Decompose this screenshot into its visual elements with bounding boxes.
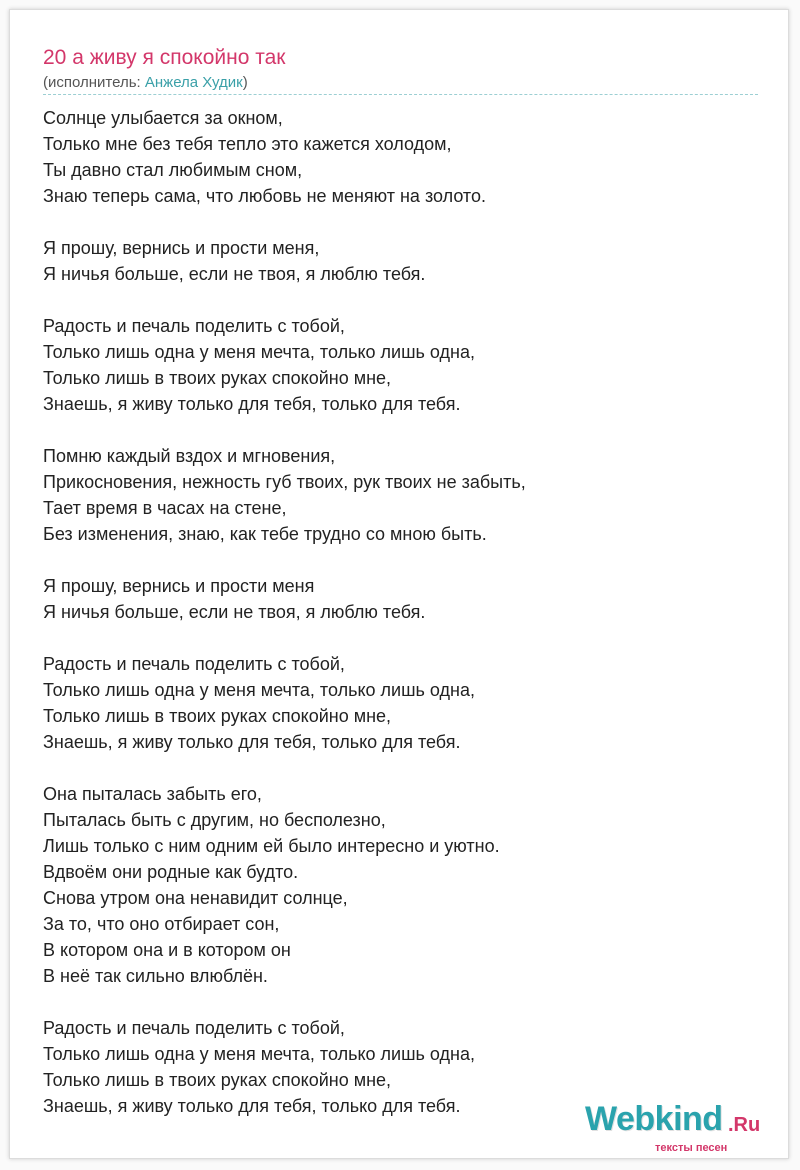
stanza-gap bbox=[43, 417, 763, 443]
lyric-line: Знаешь, я живу только для тебя, только для тебя. bbox=[43, 394, 461, 414]
artist-link[interactable]: Анжела Худик bbox=[144, 74, 243, 91]
stanza-gap bbox=[43, 625, 763, 651]
lyric-line: Помню каждый вздох и мгновения, bbox=[43, 446, 336, 466]
page-card bbox=[9, 9, 789, 1159]
lyric-line: Радость и печаль поделить с тобой, bbox=[43, 1018, 345, 1038]
lyric-line: Только лишь в твоих руках спокойно мне, bbox=[43, 368, 392, 388]
logo-wordmark: Webkind bbox=[585, 1100, 723, 1138]
lyric-line: Ты давно стал любимым сном, bbox=[43, 160, 303, 180]
lyric-line: Знаешь, я живу только для тебя, только для тебя. bbox=[43, 732, 461, 752]
lyric-line: Знаешь, я живу только для тебя, только для тебя. bbox=[43, 1096, 461, 1116]
lyric-line: Солнце улыбается за окном, bbox=[43, 108, 283, 128]
lyric-line: Без изменения, знаю, как тебе трудно со мною быть. bbox=[43, 524, 487, 544]
title-divider bbox=[43, 94, 758, 95]
artist-suffix: ) bbox=[242, 74, 248, 91]
lyric-line: Знаю теперь сама, что любовь не меняют на золото. bbox=[43, 186, 486, 206]
logo-tagline: тексты песен bbox=[655, 1142, 728, 1154]
lyric-line: Только лишь в твоих руках спокойно мне, bbox=[43, 1070, 392, 1090]
lyric-line: Только лишь одна у меня мечта, только лишь одна, bbox=[43, 342, 475, 362]
lyric-line: Прикосновения, нежность губ твоих, рук твоих не забыть, bbox=[43, 472, 526, 492]
lyric-line: Снова утром она ненавидит солнце, bbox=[43, 888, 348, 908]
lyric-line: Она пыталась забыть его, bbox=[43, 784, 262, 804]
lyric-line: Радость и печаль поделить с тобой, bbox=[43, 654, 345, 674]
stanza-gap bbox=[43, 989, 763, 1015]
lyric-line: Пыталась быть с другим, но бесполезно, bbox=[43, 810, 386, 830]
lyric-line: Только лишь в твоих руках спокойно мне, bbox=[43, 706, 392, 726]
lyric-line: В неё так сильно влюблён. bbox=[43, 966, 268, 986]
lyric-line: Я прошу, вернись и прости меня bbox=[43, 576, 315, 596]
lyric-line: Радость и печаль поделить с тобой, bbox=[43, 316, 345, 336]
stanza-gap bbox=[43, 209, 763, 235]
lyric-line: Вдвоём они родные как будто. bbox=[43, 862, 299, 882]
lyric-line: Тает время в часах на стене, bbox=[43, 498, 287, 518]
lyric-line: Я ничья больше, если не твоя, я люблю тебя. bbox=[43, 602, 426, 622]
logo-domain: .Ru bbox=[728, 1114, 761, 1136]
lyric-line: Я ничья больше, если не твоя, я люблю тебя. bbox=[43, 264, 426, 284]
site-logo[interactable] bbox=[585, 1100, 785, 1160]
song-title: 20 а живу я спокойно так bbox=[43, 46, 286, 69]
stanza-gap bbox=[43, 287, 763, 313]
lyrics-block bbox=[43, 105, 763, 1119]
lyric-line: Только лишь одна у меня мечта, только лишь одна, bbox=[43, 1044, 475, 1064]
stanza-gap bbox=[43, 755, 763, 781]
artist-prefix: (исполнитель: bbox=[43, 74, 145, 91]
lyric-line: Я прошу, вернись и прости меня, bbox=[43, 238, 320, 258]
lyric-line: Только лишь одна у меня мечта, только лишь одна, bbox=[43, 680, 475, 700]
lyric-line: Только мне без тебя тепло это кажется холодом, bbox=[43, 134, 452, 154]
lyric-line: За то, что оно отбирает сон, bbox=[43, 914, 280, 934]
artist-line bbox=[43, 74, 248, 91]
stanza-gap bbox=[43, 547, 763, 573]
lyric-line: В котором она и в котором он bbox=[43, 940, 291, 960]
lyric-line: Лишь только с ним одним ей было интересно и уютно. bbox=[43, 836, 500, 856]
